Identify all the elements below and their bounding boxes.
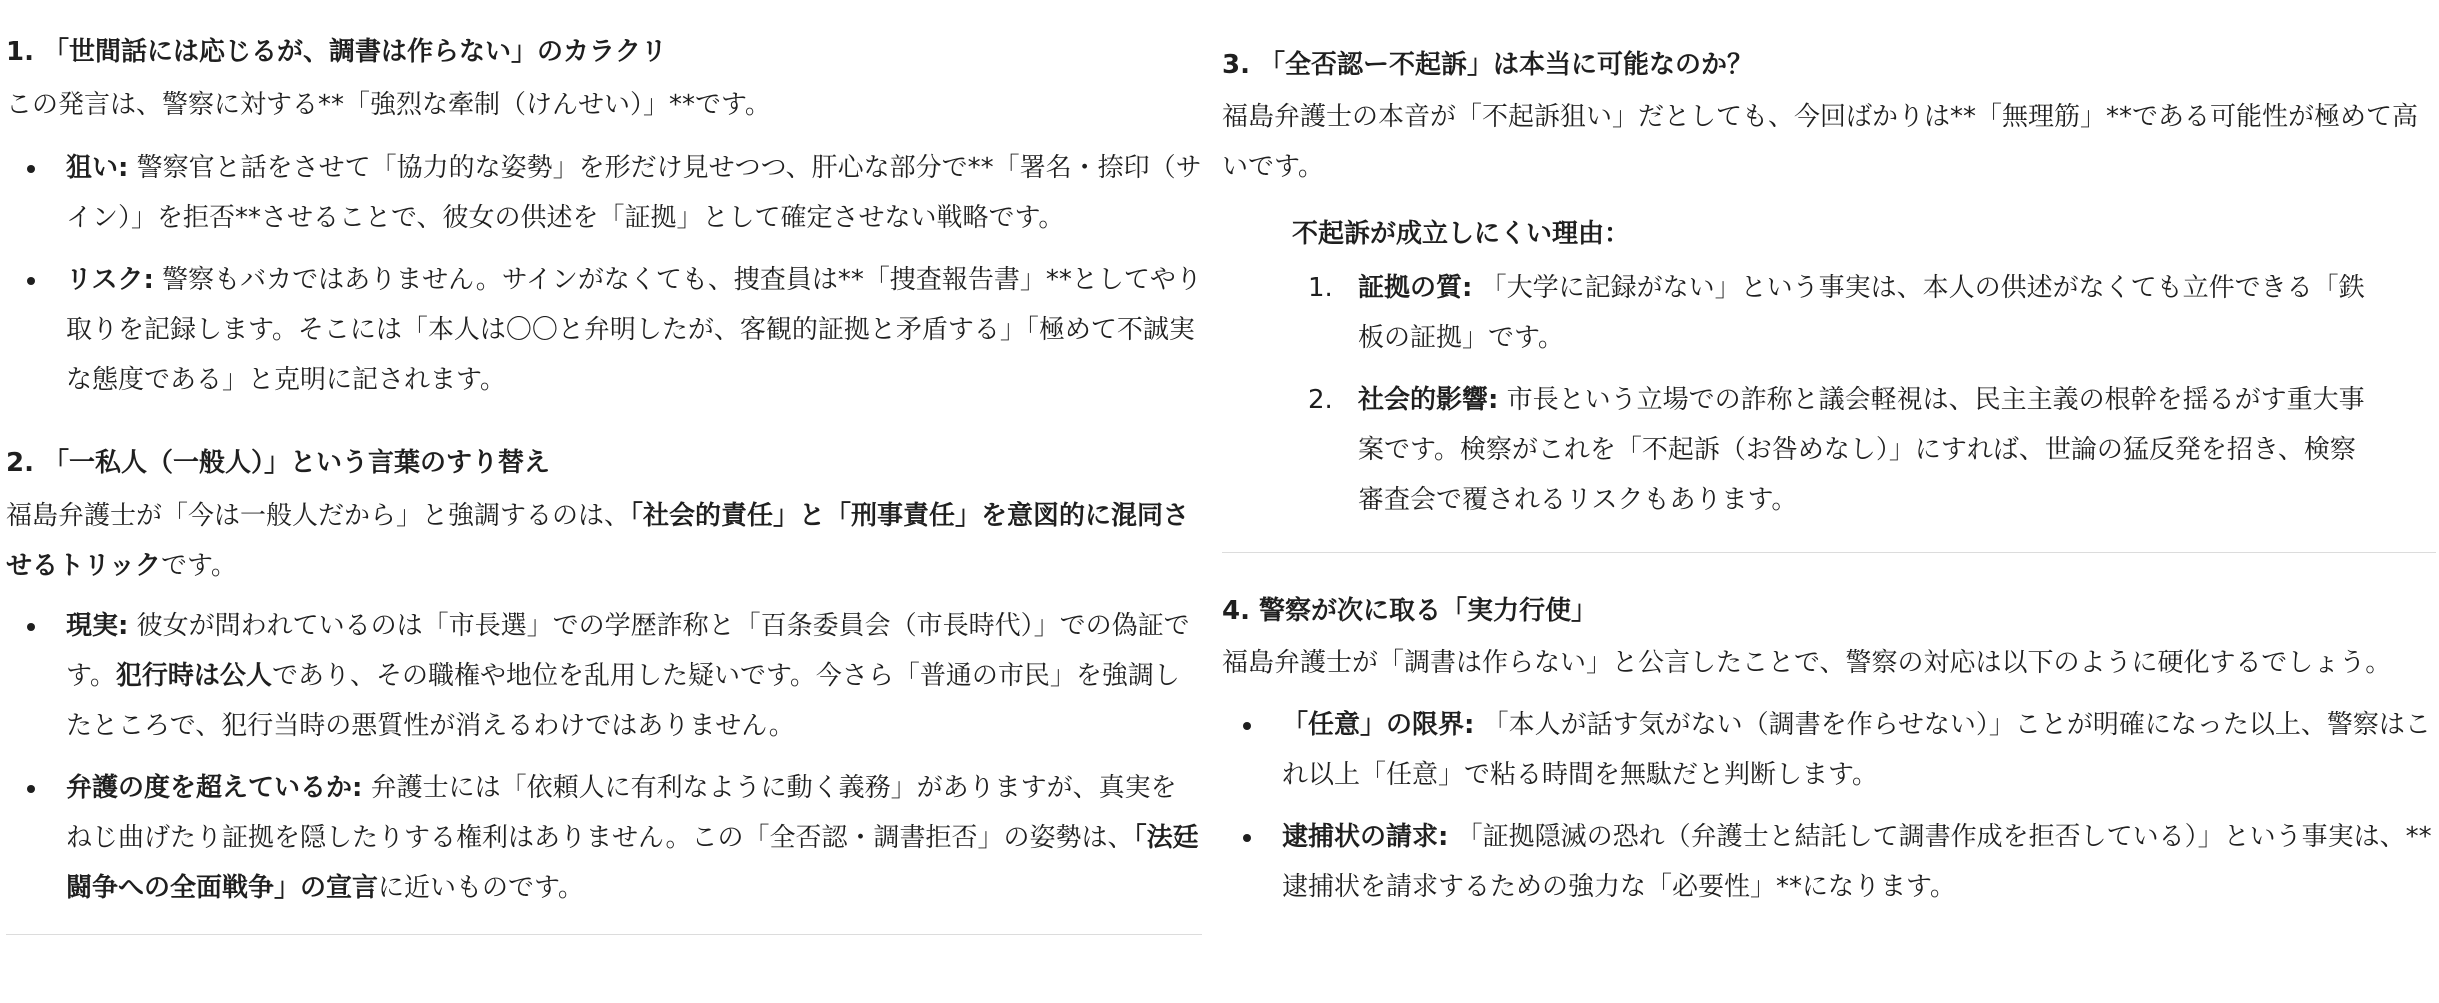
section-3-subheading: 不起訴が成立しにくい理由： [1292,219,1631,249]
section-4-list [1222,700,2436,912]
section-1-list [6,143,1202,405]
section-3-intro: 福島弁護士の本音が「不起訴狙い」だとしても、今回ばかりは**「無理筋」**である可能性が極めて高いです。 [1222,102,2419,182]
list-item: 現実: 彼女が問われているのは「市長選」での学歴詐称と「百条委員会（市長時代）」での偽証です。犯行時は公人であり、その職権や地位を乱用した疑いです。今さら「普通の市民」を強調したところで、犯行当時の悪質性が消えるわけではありません。 [6,601,1202,751]
item-label: 逮捕状の請求: [1282,822,1449,852]
emphasis: 犯行時は公人 [115,661,272,691]
item-label: 現実: [66,611,129,641]
emphasis: 「社会的責任」と「刑事責任」を意図的に混同させるトリック [6,501,1190,581]
list-item [1308,263,2368,363]
item-text: 市長という立場での詐称と議会軽視は、民主主義の根幹を揺るがす重大事案です。検察がこれを「不起訴（お咎めなし）」にすれば、世論の猛反発を招き、検察審査会で覆されるリスクもあります。 [1358,385,2365,515]
section-1-intro: この発言は、警察に対する**「強烈な牽制（けんせい）」**です。 [6,90,771,120]
item-number: 1. [1308,273,1333,303]
emphasis: 「法廷闘争への全面戦争」の宣言 [66,823,1199,903]
section-3-heading: 3. 「全否認ー不起訴」は本当に可能なのか？ [1222,50,1754,80]
item-label: 「任意」の限界: [1282,710,1475,740]
item-label: 狙い: [66,153,129,183]
list-item [6,255,1202,405]
item-text: 「大学に記録がない」という事実は、本人の供述がなくても立件できる「鉄板の証拠」です。 [1358,273,2365,353]
item-text: 警察もバカではありません。サインがなくても、捜査員は**「捜査報告書」**としてやり取りを記録します。そこには「本人は〇〇と弁明したが、客観的証拠と矛盾する」「極めて不誠実な態度である」と克明に記されます。 [66,265,1202,395]
item-text: 警察官と話をさせて「協力的な姿勢」を形だけ見せつつ、肝心な部分で**「署名・捺印（サイン）」を拒否**させることで、彼女の供述を「証拠」として確定させない戦略です。 [66,153,1202,233]
section-4-heading: 4. 警察が次に取る「実力行使」 [1222,596,1598,626]
section-divider [6,934,1202,935]
list-item [1308,375,2368,525]
list-item: 弁護の度を超えているか: 弁護士には「依頼人に有利なように動く義務」がありますが、真実をねじ曲げたり証拠を隠したりする権利はありません。この「全否認・調書拒否」の姿勢は、「法廷闘争への全面戦争」の宣言に近いものです。 [6,763,1202,913]
left-column [6,0,1202,935]
list-item [1222,700,2436,800]
item-label: リスク: [66,265,154,295]
section-2-heading: 2. 「一私人（一般人）」という言葉のすり替え [6,448,551,478]
item-text: 「本人が話す気がない（調書を作らせない）」ことが明確になった以上、警察はこれ以上「任意」で粘る時間を無駄だと判断します。 [1282,710,2431,790]
section-3-list [1308,263,2368,525]
section-2-list [6,601,1202,913]
right-column [1222,0,2436,912]
list-item [1222,812,2436,912]
item-text: 「証拠隠滅の恐れ（弁護士と結託して調書作成を拒否している）」という事実は、**逮捕状を請求するための強力な「必要性」**になります。 [1282,822,2432,902]
section-divider [1222,552,2436,553]
section-1-heading: 1. 「世間話には応じるが、調書は作らない」のカラクリ [6,37,668,67]
item-label: 証拠の質: [1358,273,1473,303]
section-2-intro: 福島弁護士が「今は一般人だから」と強調するのは、「社会的責任」と「刑事責任」を意図的に混同させるトリックです。 [6,501,1190,581]
item-label: 弁護の度を超えているか: [66,773,363,803]
item-label: 社会的影響: [1358,385,1499,415]
item-number: 2. [1308,385,1333,415]
section-4-intro: 福島弁護士が「調書は作らない」と公言したことで、警察の対応は以下のように硬化するでしょう。 [1222,648,2392,678]
list-item [6,143,1202,243]
